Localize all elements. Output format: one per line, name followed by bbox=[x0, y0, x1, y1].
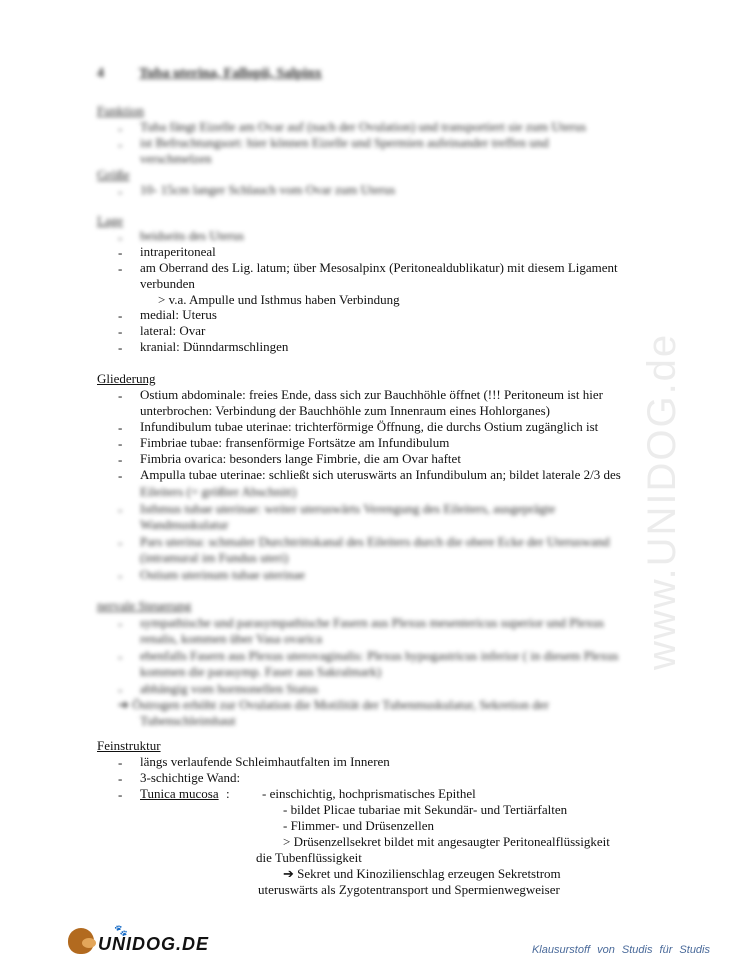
colon: : bbox=[226, 786, 230, 801]
list-item: 10- 15cm langer Schlauch vom Ovar zum Uterus bbox=[140, 182, 396, 197]
bullet-dash: - bbox=[118, 184, 123, 199]
list-item: sympathische und parasympathische Fasern aus Plexus mesentericus superior und Plexus bbox=[140, 615, 604, 630]
list-item: Infundibulum tubae uterinae: trichterförmige Öffnung, die durchs Ostium zugänglich ist bbox=[140, 419, 599, 434]
list-item: ebenfalls Fasern aus Plexus uterovaginalis: Plexus hypogastricus inferior ( in diesem Plexus bbox=[140, 648, 619, 663]
list-item: Pars uterina: schmaler Durchtrittskanal des Eileiters durch die obere Ecke der Uteruswand bbox=[140, 534, 610, 549]
bullet-dash: - bbox=[118, 616, 123, 631]
list-item-continuation: (intramural im Fundus uteri) bbox=[140, 550, 289, 565]
list-item-arrow: ➔ Östrogen erhöht zur Ovulation die Motilität der Tubenmuskulatur, Sekretion der bbox=[118, 697, 549, 712]
mucosa-line: - bildet Plicae tubariae mit Sekundär- und Tertiärfalten bbox=[283, 802, 568, 817]
bullet-dash: - bbox=[118, 452, 123, 467]
list-item: beidseits des Uterus bbox=[140, 228, 244, 243]
list-item: abhängig vom hormonellen Status bbox=[140, 681, 319, 696]
bullet-dash: - bbox=[118, 324, 123, 339]
list-item-continuation: kommen die parasymp. Faser aus Sakralmark) bbox=[140, 664, 382, 679]
logo-text: UNIDOG.DE bbox=[98, 934, 210, 954]
bullet-dash: - bbox=[118, 137, 123, 152]
section-title bbox=[97, 66, 322, 82]
list-item-continuation: unterbrochen: Verbindung der Bauchhöhle zum Innenraum eines Hohlorganes) bbox=[140, 403, 550, 418]
list-item: medial: Uterus bbox=[140, 307, 217, 322]
bullet-dash: - bbox=[118, 340, 123, 355]
heading-lage: Lage bbox=[97, 213, 123, 228]
tunica-mucosa-label: Tunica mucosa bbox=[140, 786, 219, 801]
list-item-continuation: Wandmuskulatur bbox=[140, 517, 229, 532]
mucosa-line: ➔ Sekret und Kinozilienschlag erzeugen Sekretstrom bbox=[283, 866, 561, 881]
bullet-dash: - bbox=[118, 436, 123, 451]
list-item: Fimbria ovarica: besonders lange Fimbrie, die am Ovar haftet bbox=[140, 451, 461, 466]
bullet-dash: - bbox=[118, 230, 123, 245]
footer-tagline: Klausurstoff von Studis für Studis bbox=[531, 944, 710, 956]
list-item-continuation: Tubenschleimhaut bbox=[140, 713, 236, 728]
unidog-logo[interactable] bbox=[64, 922, 210, 962]
list-item: Isthmus tubae uterinae: weiter uteruswärts Verengung des Eileiters, ausgeprägte bbox=[140, 501, 556, 516]
heading-nervale-steuerung: nervale Steuerung bbox=[97, 598, 192, 613]
list-item: 3-schichtige Wand: bbox=[140, 770, 241, 785]
list-item: kranial: Dünndarmschlingen bbox=[140, 339, 289, 354]
section-title-text: Tuba uterina, Fallopii, Salpinx bbox=[139, 66, 322, 81]
list-item: Fimbriae tubae: fransenförmige Fortsätze am Infundibulum bbox=[140, 435, 450, 450]
bullet-dash: - bbox=[118, 308, 123, 323]
bullet-dash: - bbox=[118, 261, 123, 276]
bullet-dash: - bbox=[118, 682, 123, 697]
list-item: längs verlaufende Schleimhautfalten im Inneren bbox=[140, 754, 390, 769]
section-number: 4 bbox=[97, 66, 104, 81]
list-item: lateral: Ovar bbox=[140, 323, 206, 338]
list-item-continuation: renalis, kommen über Vasa ovarica bbox=[140, 631, 323, 646]
list-item: Ostium abdominale: freies Ende, dass sich zur Bauchhöhle öffnet (!!! Peritoneum ist hier bbox=[140, 387, 603, 402]
list-item: Tuba fängt Eizelle am Ovar auf (nach der Ovulation) und transportiert sie zum Uterus bbox=[140, 119, 587, 134]
list-item: Ostium uterinum tubae uterinae bbox=[140, 567, 305, 582]
bullet-dash: - bbox=[118, 388, 123, 403]
list-item: am Oberrand des Lig. latum; über Mesosalpinx (Peritonealdublikatur) mit diesem Ligament bbox=[140, 260, 618, 275]
mucosa-line: - Flimmer- und Drüsenzellen bbox=[283, 818, 435, 833]
bullet-dash: - bbox=[118, 568, 123, 583]
list-item-continuation: Eileiters (= größter Abschnitt) bbox=[140, 484, 297, 499]
bullet-dash: - bbox=[118, 755, 123, 770]
mucosa-line: - einschichtig, hochprismatisches Epithel bbox=[262, 786, 476, 801]
mucosa-line: uteruswärts als Zygotentransport und Spermienwegweiser bbox=[258, 882, 560, 897]
heading-feinstruktur: Feinstruktur bbox=[97, 738, 161, 753]
bullet-dash: - bbox=[118, 535, 123, 550]
bullet-dash: - bbox=[118, 787, 123, 802]
bullet-dash: - bbox=[118, 468, 123, 483]
mucosa-line: > Drüsenzellsekret bildet mit angesaugter Peritonealflüssigkeit bbox=[283, 834, 610, 849]
list-subitem: > v.a. Ampulle und Isthmus haben Verbindung bbox=[158, 292, 400, 307]
mucosa-line: die Tubenflüssigkeit bbox=[256, 850, 362, 865]
heading-groesse: Größe bbox=[97, 167, 130, 182]
bullet-dash: - bbox=[118, 420, 123, 435]
bullet-dash: - bbox=[118, 771, 123, 786]
list-item: intraperitoneal bbox=[140, 244, 216, 259]
watermark-text: www.UNIDOG.de bbox=[640, 332, 684, 670]
bullet-dash: - bbox=[118, 649, 123, 664]
heading-gliederung: Gliederung bbox=[97, 371, 156, 386]
list-item: Ampulla tubae uterinae: schließt sich uteruswärts an Infundibulum an; bildet laterale 2/3 des bbox=[140, 467, 621, 482]
paw-icon: 🐾 bbox=[114, 925, 128, 937]
heading-funktion: Funktion bbox=[97, 103, 144, 118]
bullet-dash: - bbox=[118, 502, 123, 517]
list-item: ist Befruchtungsort: hier können Eizelle und Spermien aufeinander treffen und verschmelzen bbox=[140, 135, 549, 166]
bullet-dash: - bbox=[118, 245, 123, 260]
bullet-dash: - bbox=[118, 121, 123, 136]
dog-mascot-icon bbox=[68, 928, 94, 954]
list-item-continuation: verbunden bbox=[140, 276, 195, 291]
